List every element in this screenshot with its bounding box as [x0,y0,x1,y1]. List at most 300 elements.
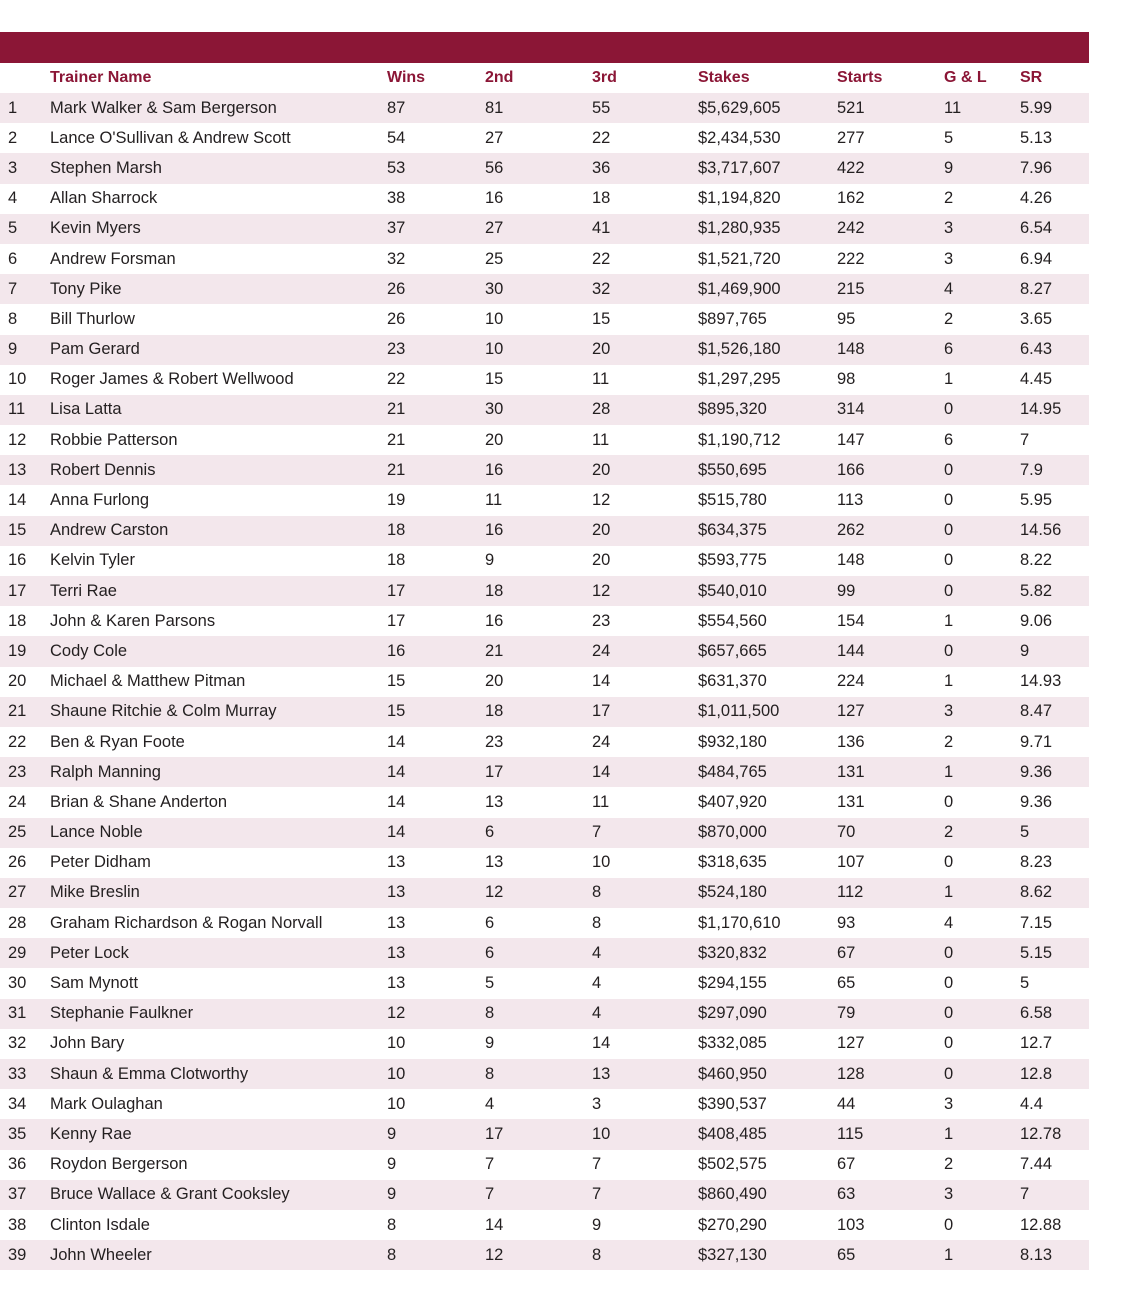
cell-3rd: 12 [592,576,698,606]
cell-stakes: $554,560 [698,606,837,636]
cell-rank: 25 [0,818,50,848]
cell-stakes: $1,280,935 [698,214,837,244]
cell-sr: 7 [1020,425,1089,455]
cell-stakes: $634,375 [698,516,837,546]
cell-3rd: 22 [592,123,698,153]
cell-stakes: $932,180 [698,727,837,757]
cell-starts: 79 [837,999,944,1029]
cell-2nd: 17 [485,1119,592,1149]
cell-sr: 7.96 [1020,153,1089,183]
table-row [0,335,1089,365]
cell-sr: 8.47 [1020,697,1089,727]
cell-wins: 21 [387,425,485,455]
table-row [0,576,1089,606]
header-trainer-name: Trainer Name [50,69,152,86]
table-row [0,1150,1089,1180]
cell-wins: 54 [387,123,485,153]
cell-g-and-l: 1 [944,1240,1020,1270]
table-row [0,606,1089,636]
cell-3rd: 8 [592,908,698,938]
header-sr: SR [1020,69,1043,86]
cell-starts: 128 [837,1059,944,1089]
cell-starts: 63 [837,1180,944,1210]
cell-sr: 5.99 [1020,93,1089,123]
cell-sr: 6.94 [1020,244,1089,274]
cell-2nd: 15 [485,365,592,395]
cell-rank: 36 [0,1150,50,1180]
cell-g-and-l: 1 [944,1119,1020,1149]
table-row [0,636,1089,666]
cell-2nd: 18 [485,697,592,727]
cell-starts: 131 [837,757,944,787]
cell-wins: 13 [387,878,485,908]
cell-3rd: 4 [592,968,698,998]
cell-rank: 38 [0,1210,50,1240]
cell-rank: 29 [0,938,50,968]
cell-g-and-l: 0 [944,1059,1020,1089]
cell-starts: 148 [837,546,944,576]
cell-stakes: $2,434,530 [698,123,837,153]
cell-wins: 38 [387,184,485,214]
cell-3rd: 15 [592,304,698,334]
cell-2nd: 16 [485,455,592,485]
cell-rank: 20 [0,667,50,697]
cell-rank: 3 [0,153,50,183]
header-2nd: 2nd [485,69,514,86]
table-row [0,938,1089,968]
cell-sr: 5.13 [1020,123,1089,153]
cell-3rd: 4 [592,938,698,968]
cell-trainer-name: John Wheeler [50,1240,387,1270]
cell-sr: 8.23 [1020,848,1089,878]
cell-wins: 12 [387,999,485,1029]
cell-2nd: 8 [485,999,592,1029]
cell-stakes: $1,170,610 [698,908,837,938]
cell-trainer-name: Mike Breslin [50,878,387,908]
cell-g-and-l: 0 [944,848,1020,878]
cell-stakes: $540,010 [698,576,837,606]
cell-g-and-l: 0 [944,938,1020,968]
cell-3rd: 36 [592,153,698,183]
cell-stakes: $1,190,712 [698,425,837,455]
cell-trainer-name: Clinton Isdale [50,1210,387,1240]
cell-wins: 14 [387,757,485,787]
cell-stakes: $657,665 [698,636,837,666]
cell-g-and-l: 2 [944,184,1020,214]
cell-2nd: 13 [485,848,592,878]
cell-2nd: 18 [485,576,592,606]
cell-sr: 7.15 [1020,908,1089,938]
cell-sr: 5 [1020,818,1089,848]
cell-g-and-l: 0 [944,968,1020,998]
cell-sr: 6.54 [1020,214,1089,244]
table-row [0,546,1089,576]
cell-stakes: $515,780 [698,485,837,515]
cell-trainer-name: Bill Thurlow [50,304,387,334]
cell-starts: 222 [837,244,944,274]
table-row [0,1180,1089,1210]
table-row [0,667,1089,697]
cell-sr: 14.56 [1020,516,1089,546]
cell-wins: 37 [387,214,485,244]
cell-wins: 32 [387,244,485,274]
table-row [0,1119,1089,1149]
cell-g-and-l: 1 [944,667,1020,697]
cell-rank: 27 [0,878,50,908]
cell-rank: 6 [0,244,50,274]
cell-2nd: 10 [485,335,592,365]
cell-sr: 9.71 [1020,727,1089,757]
cell-3rd: 12 [592,485,698,515]
table-row [0,848,1089,878]
cell-rank: 24 [0,787,50,817]
cell-2nd: 13 [485,787,592,817]
cell-stakes: $860,490 [698,1180,837,1210]
cell-2nd: 6 [485,938,592,968]
table-row [0,304,1089,334]
table-row [0,757,1089,787]
cell-2nd: 30 [485,274,592,304]
cell-2nd: 17 [485,757,592,787]
cell-sr: 12.8 [1020,1059,1089,1089]
cell-trainer-name: Lance Noble [50,818,387,848]
cell-stakes: $1,194,820 [698,184,837,214]
cell-g-and-l: 11 [944,93,1020,123]
table-row [0,999,1089,1029]
table-row [0,1089,1089,1119]
cell-wins: 22 [387,365,485,395]
cell-3rd: 41 [592,214,698,244]
table-row [0,1210,1089,1240]
cell-sr: 8.13 [1020,1240,1089,1270]
cell-trainer-name: Lisa Latta [50,395,387,425]
cell-stakes: $3,717,607 [698,153,837,183]
cell-2nd: 21 [485,636,592,666]
table-row [0,968,1089,998]
cell-rank: 2 [0,123,50,153]
cell-2nd: 14 [485,1210,592,1240]
cell-2nd: 9 [485,1029,592,1059]
cell-trainer-name: Shaune Ritchie & Colm Murray [50,697,387,727]
cell-sr: 14.93 [1020,667,1089,697]
cell-3rd: 24 [592,636,698,666]
cell-3rd: 4 [592,999,698,1029]
cell-sr: 9.36 [1020,757,1089,787]
cell-trainer-name: Shaun & Emma Clotworthy [50,1059,387,1089]
cell-2nd: 56 [485,153,592,183]
cell-stakes: $524,180 [698,878,837,908]
cell-2nd: 20 [485,667,592,697]
cell-sr: 7.9 [1020,455,1089,485]
cell-sr: 6.58 [1020,999,1089,1029]
cell-sr: 8.22 [1020,546,1089,576]
cell-starts: 65 [837,968,944,998]
cell-2nd: 30 [485,395,592,425]
cell-stakes: $5,629,605 [698,93,837,123]
cell-trainer-name: Kevin Myers [50,214,387,244]
cell-2nd: 7 [485,1180,592,1210]
cell-rank: 30 [0,968,50,998]
cell-rank: 33 [0,1059,50,1089]
cell-starts: 112 [837,878,944,908]
cell-2nd: 20 [485,425,592,455]
cell-g-and-l: 6 [944,335,1020,365]
cell-starts: 166 [837,455,944,485]
cell-wins: 13 [387,968,485,998]
cell-wins: 9 [387,1180,485,1210]
cell-g-and-l: 0 [944,576,1020,606]
cell-rank: 8 [0,304,50,334]
cell-g-and-l: 1 [944,606,1020,636]
cell-rank: 37 [0,1180,50,1210]
cell-g-and-l: 3 [944,1089,1020,1119]
cell-starts: 67 [837,938,944,968]
cell-stakes: $484,765 [698,757,837,787]
cell-rank: 4 [0,184,50,214]
header-stakes: Stakes [698,69,750,86]
cell-rank: 1 [0,93,50,123]
cell-3rd: 13 [592,1059,698,1089]
cell-2nd: 12 [485,1240,592,1270]
cell-sr: 12.88 [1020,1210,1089,1240]
table-row [0,184,1089,214]
cell-rank: 26 [0,848,50,878]
cell-2nd: 25 [485,244,592,274]
cell-g-and-l: 6 [944,425,1020,455]
cell-3rd: 10 [592,1119,698,1149]
cell-sr: 4.26 [1020,184,1089,214]
cell-2nd: 16 [485,516,592,546]
cell-trainer-name: Tony Pike [50,274,387,304]
cell-sr: 8.27 [1020,274,1089,304]
cell-wins: 13 [387,848,485,878]
table-row [0,274,1089,304]
cell-g-and-l: 0 [944,546,1020,576]
cell-2nd: 6 [485,818,592,848]
cell-rank: 22 [0,727,50,757]
cell-2nd: 12 [485,878,592,908]
cell-3rd: 24 [592,727,698,757]
cell-wins: 15 [387,667,485,697]
cell-rank: 17 [0,576,50,606]
cell-3rd: 10 [592,848,698,878]
cell-trainer-name: Sam Mynott [50,968,387,998]
cell-g-and-l: 1 [944,365,1020,395]
cell-wins: 21 [387,455,485,485]
cell-starts: 115 [837,1119,944,1149]
cell-stakes: $332,085 [698,1029,837,1059]
cell-starts: 127 [837,1029,944,1059]
cell-sr: 4.45 [1020,365,1089,395]
cell-3rd: 7 [592,818,698,848]
cell-g-and-l: 1 [944,757,1020,787]
cell-starts: 262 [837,516,944,546]
cell-g-and-l: 5 [944,123,1020,153]
cell-stakes: $408,485 [698,1119,837,1149]
cell-g-and-l: 1 [944,878,1020,908]
cell-trainer-name: John Bary [50,1029,387,1059]
cell-g-and-l: 2 [944,304,1020,334]
cell-g-and-l: 9 [944,153,1020,183]
cell-wins: 17 [387,576,485,606]
cell-wins: 13 [387,908,485,938]
table-row [0,516,1089,546]
cell-g-and-l: 4 [944,274,1020,304]
cell-trainer-name: Bruce Wallace & Grant Cooksley [50,1180,387,1210]
header-wins: Wins [387,69,426,86]
cell-wins: 14 [387,818,485,848]
cell-sr: 7.44 [1020,1150,1089,1180]
table-row [0,244,1089,274]
cell-sr: 9 [1020,636,1089,666]
cell-starts: 242 [837,214,944,244]
cell-g-and-l: 0 [944,1210,1020,1240]
cell-3rd: 14 [592,667,698,697]
cell-stakes: $270,290 [698,1210,837,1240]
table-row [0,365,1089,395]
cell-trainer-name: Kelvin Tyler [50,546,387,576]
cell-starts: 224 [837,667,944,697]
cell-3rd: 11 [592,365,698,395]
cell-stakes: $294,155 [698,968,837,998]
cell-starts: 99 [837,576,944,606]
cell-trainer-name: Cody Cole [50,636,387,666]
cell-rank: 31 [0,999,50,1029]
cell-wins: 18 [387,546,485,576]
cell-rank: 35 [0,1119,50,1149]
cell-3rd: 20 [592,516,698,546]
cell-wins: 9 [387,1119,485,1149]
table-row [0,93,1089,123]
cell-g-and-l: 0 [944,1029,1020,1059]
table-row [0,485,1089,515]
cell-sr: 9.06 [1020,606,1089,636]
cell-3rd: 8 [592,1240,698,1270]
cell-2nd: 27 [485,214,592,244]
cell-sr: 8.62 [1020,878,1089,908]
cell-g-and-l: 0 [944,999,1020,1029]
cell-2nd: 23 [485,727,592,757]
cell-trainer-name: Terri Rae [50,576,387,606]
cell-trainer-name: Roger James & Robert Wellwood [50,365,387,395]
cell-sr: 12.7 [1020,1029,1089,1059]
cell-starts: 422 [837,153,944,183]
cell-trainer-name: Stephen Marsh [50,153,387,183]
cell-sr: 5.95 [1020,485,1089,515]
cell-starts: 521 [837,93,944,123]
cell-wins: 26 [387,304,485,334]
cell-stakes: $895,320 [698,395,837,425]
cell-2nd: 11 [485,485,592,515]
cell-stakes: $502,575 [698,1150,837,1180]
table-row [0,1029,1089,1059]
cell-trainer-name: Kenny Rae [50,1119,387,1149]
cell-wins: 13 [387,938,485,968]
cell-starts: 148 [837,335,944,365]
cell-wins: 10 [387,1029,485,1059]
cell-sr: 12.78 [1020,1119,1089,1149]
cell-starts: 44 [837,1089,944,1119]
cell-rank: 11 [0,395,50,425]
cell-starts: 103 [837,1210,944,1240]
cell-trainer-name: Ben & Ryan Foote [50,727,387,757]
cell-trainer-name: Anna Furlong [50,485,387,515]
cell-2nd: 5 [485,968,592,998]
cell-stakes: $1,469,900 [698,274,837,304]
cell-wins: 87 [387,93,485,123]
cell-wins: 17 [387,606,485,636]
cell-trainer-name: Mark Oulaghan [50,1089,387,1119]
cell-wins: 9 [387,1150,485,1180]
cell-g-and-l: 2 [944,727,1020,757]
cell-starts: 98 [837,365,944,395]
cell-2nd: 81 [485,93,592,123]
table-row [0,395,1089,425]
cell-rank: 14 [0,485,50,515]
cell-g-and-l: 2 [944,818,1020,848]
cell-2nd: 16 [485,606,592,636]
cell-sr: 5.82 [1020,576,1089,606]
cell-stakes: $1,526,180 [698,335,837,365]
header-rank [0,63,50,93]
cell-wins: 14 [387,787,485,817]
cell-wins: 15 [387,697,485,727]
cell-3rd: 20 [592,546,698,576]
cell-rank: 16 [0,546,50,576]
cell-3rd: 32 [592,274,698,304]
cell-starts: 144 [837,636,944,666]
cell-g-and-l: 3 [944,1180,1020,1210]
cell-rank: 28 [0,908,50,938]
cell-3rd: 7 [592,1180,698,1210]
cell-rank: 10 [0,365,50,395]
cell-wins: 10 [387,1089,485,1119]
cell-starts: 95 [837,304,944,334]
cell-g-and-l: 4 [944,908,1020,938]
cell-trainer-name: Michael & Matthew Pitman [50,667,387,697]
cell-stakes: $1,521,720 [698,244,837,274]
cell-2nd: 27 [485,123,592,153]
cell-stakes: $1,297,295 [698,365,837,395]
cell-trainer-name: Graham Richardson & Rogan Norvall [50,908,387,938]
cell-g-and-l: 0 [944,636,1020,666]
cell-stakes: $390,537 [698,1089,837,1119]
cell-starts: 215 [837,274,944,304]
cell-stakes: $1,011,500 [698,697,837,727]
cell-3rd: 11 [592,787,698,817]
table-row [0,153,1089,183]
cell-rank: 32 [0,1029,50,1059]
cell-3rd: 3 [592,1089,698,1119]
cell-starts: 162 [837,184,944,214]
cell-wins: 21 [387,395,485,425]
cell-wins: 8 [387,1240,485,1270]
cell-2nd: 6 [485,908,592,938]
cell-sr: 9.36 [1020,787,1089,817]
cell-starts: 93 [837,908,944,938]
cell-3rd: 7 [592,1150,698,1180]
cell-trainer-name: Andrew Carston [50,516,387,546]
cell-stakes: $897,765 [698,304,837,334]
cell-wins: 16 [387,636,485,666]
cell-3rd: 9 [592,1210,698,1240]
cell-starts: 154 [837,606,944,636]
cell-3rd: 17 [592,697,698,727]
cell-stakes: $407,920 [698,787,837,817]
cell-g-and-l: 0 [944,485,1020,515]
cell-3rd: 20 [592,335,698,365]
cell-g-and-l: 0 [944,395,1020,425]
